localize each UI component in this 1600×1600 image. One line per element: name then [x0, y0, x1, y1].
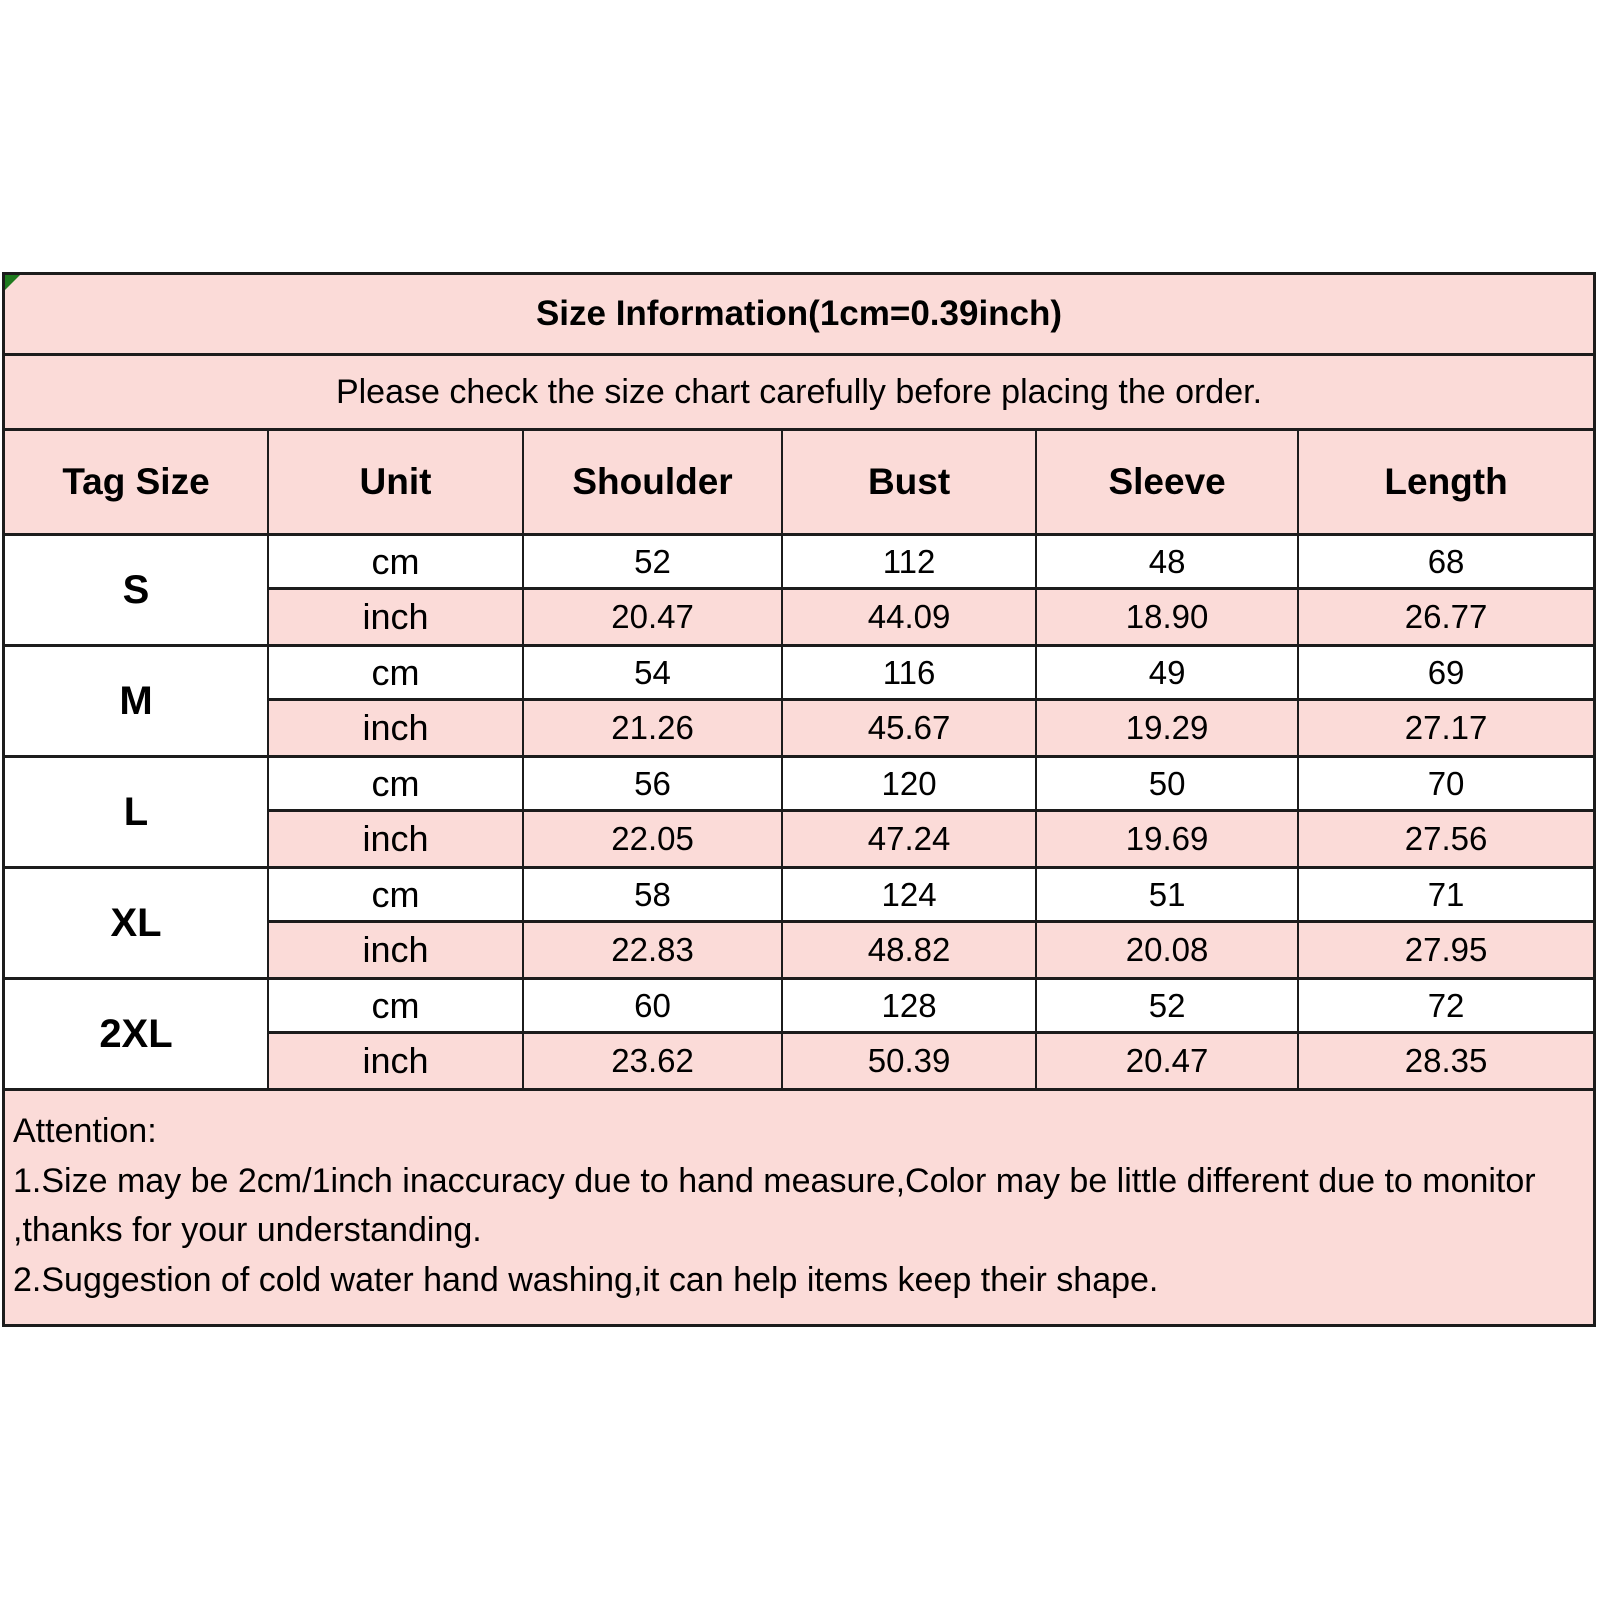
sleeve-inch-value: 20.47: [1037, 1034, 1299, 1088]
sleeve-cm-value: 52: [1037, 980, 1299, 1034]
sleeve-cm-value: 48: [1037, 536, 1299, 590]
size-chart-table: [2, 272, 1596, 1327]
shoulder-inch-value: 20.47: [524, 590, 783, 644]
length-cm-value: 69: [1299, 647, 1593, 701]
tag-size-cell: L: [5, 758, 269, 866]
shoulder-cm-value: 60: [524, 980, 783, 1034]
table-row-group-l: [5, 758, 1593, 869]
table-row-group-xl: [5, 869, 1593, 980]
shoulder-cm-value: 56: [524, 758, 783, 812]
length-cm-value: 68: [1299, 536, 1593, 590]
bust-inch-value: 44.09: [783, 590, 1037, 644]
table-row-group-2xl: [5, 980, 1593, 1091]
shoulder-inch-value: 22.05: [524, 812, 783, 866]
unit-cell-cm: cm: [269, 869, 524, 923]
table-row-group-s: [5, 536, 1593, 647]
shoulder-cm-value: 52: [524, 536, 783, 590]
length-cm-value: 71: [1299, 869, 1593, 923]
shoulder-cm-value: 58: [524, 869, 783, 923]
unit-cell-inch: inch: [269, 701, 524, 755]
unit-cell-inch: inch: [269, 590, 524, 644]
length-inch-value: 27.56: [1299, 812, 1593, 866]
sleeve-inch-value: 20.08: [1037, 923, 1299, 977]
attention-notes: [5, 1091, 1593, 1324]
tag-size-cell: XL: [5, 869, 269, 977]
tag-size-cell: S: [5, 536, 269, 644]
shoulder-inch-value: 21.26: [524, 701, 783, 755]
sleeve-inch-value: 18.90: [1037, 590, 1299, 644]
unit-cell-inch: inch: [269, 1034, 524, 1088]
size-chart-subtitle: Please check the size chart carefully before placing the order.: [5, 356, 1593, 431]
attention-note-2: 2.Suggestion of cold water hand washing,it can help items keep their shape.: [13, 1260, 1159, 1299]
bust-inch-value: 50.39: [783, 1034, 1037, 1088]
unit-cell-inch: inch: [269, 923, 524, 977]
sleeve-cm-value: 50: [1037, 758, 1299, 812]
tag-size-cell: M: [5, 647, 269, 755]
column-header-unit: Unit: [269, 431, 524, 533]
attention-heading: Attention:: [13, 1112, 157, 1150]
bust-inch-value: 48.82: [783, 923, 1037, 977]
length-inch-value: 27.17: [1299, 701, 1593, 755]
column-header-tag-size: Tag Size: [5, 431, 269, 533]
length-inch-value: 26.77: [1299, 590, 1593, 644]
unit-cell-cm: cm: [269, 536, 524, 590]
shoulder-inch-value: 22.83: [524, 923, 783, 977]
column-header-sleeve: Sleeve: [1037, 431, 1299, 533]
sleeve-inch-value: 19.69: [1037, 812, 1299, 866]
sleeve-cm-value: 49: [1037, 647, 1299, 701]
length-inch-value: 28.35: [1299, 1034, 1593, 1088]
column-header-bust: Bust: [783, 431, 1037, 533]
shoulder-inch-value: 23.62: [524, 1034, 783, 1088]
bust-inch-value: 45.67: [783, 701, 1037, 755]
table-header-row: [5, 431, 1593, 536]
unit-cell-cm: cm: [269, 980, 524, 1034]
bust-cm-value: 116: [783, 647, 1037, 701]
bust-cm-value: 124: [783, 869, 1037, 923]
unit-cell-cm: cm: [269, 758, 524, 812]
tag-size-cell: 2XL: [5, 980, 269, 1088]
sleeve-inch-value: 19.29: [1037, 701, 1299, 755]
bust-cm-value: 112: [783, 536, 1037, 590]
length-cm-value: 70: [1299, 758, 1593, 812]
spreadsheet-corner-marker-icon: [5, 275, 20, 290]
bust-cm-value: 120: [783, 758, 1037, 812]
length-inch-value: 27.95: [1299, 923, 1593, 977]
column-header-length: Length: [1299, 431, 1593, 533]
length-cm-value: 72: [1299, 980, 1593, 1034]
bust-cm-value: 128: [783, 980, 1037, 1034]
bust-inch-value: 47.24: [783, 812, 1037, 866]
shoulder-cm-value: 54: [524, 647, 783, 701]
unit-cell-cm: cm: [269, 647, 524, 701]
attention-note-1: 1.Size may be 2cm/1inch inaccuracy due to hand measure,Color may be little different due to monitor ,thanks for your understanding.: [13, 1161, 1536, 1250]
unit-cell-inch: inch: [269, 812, 524, 866]
column-header-shoulder: Shoulder: [524, 431, 783, 533]
size-chart-title: Size Information(1cm=0.39inch): [5, 275, 1593, 356]
table-row-group-m: [5, 647, 1593, 758]
sleeve-cm-value: 51: [1037, 869, 1299, 923]
